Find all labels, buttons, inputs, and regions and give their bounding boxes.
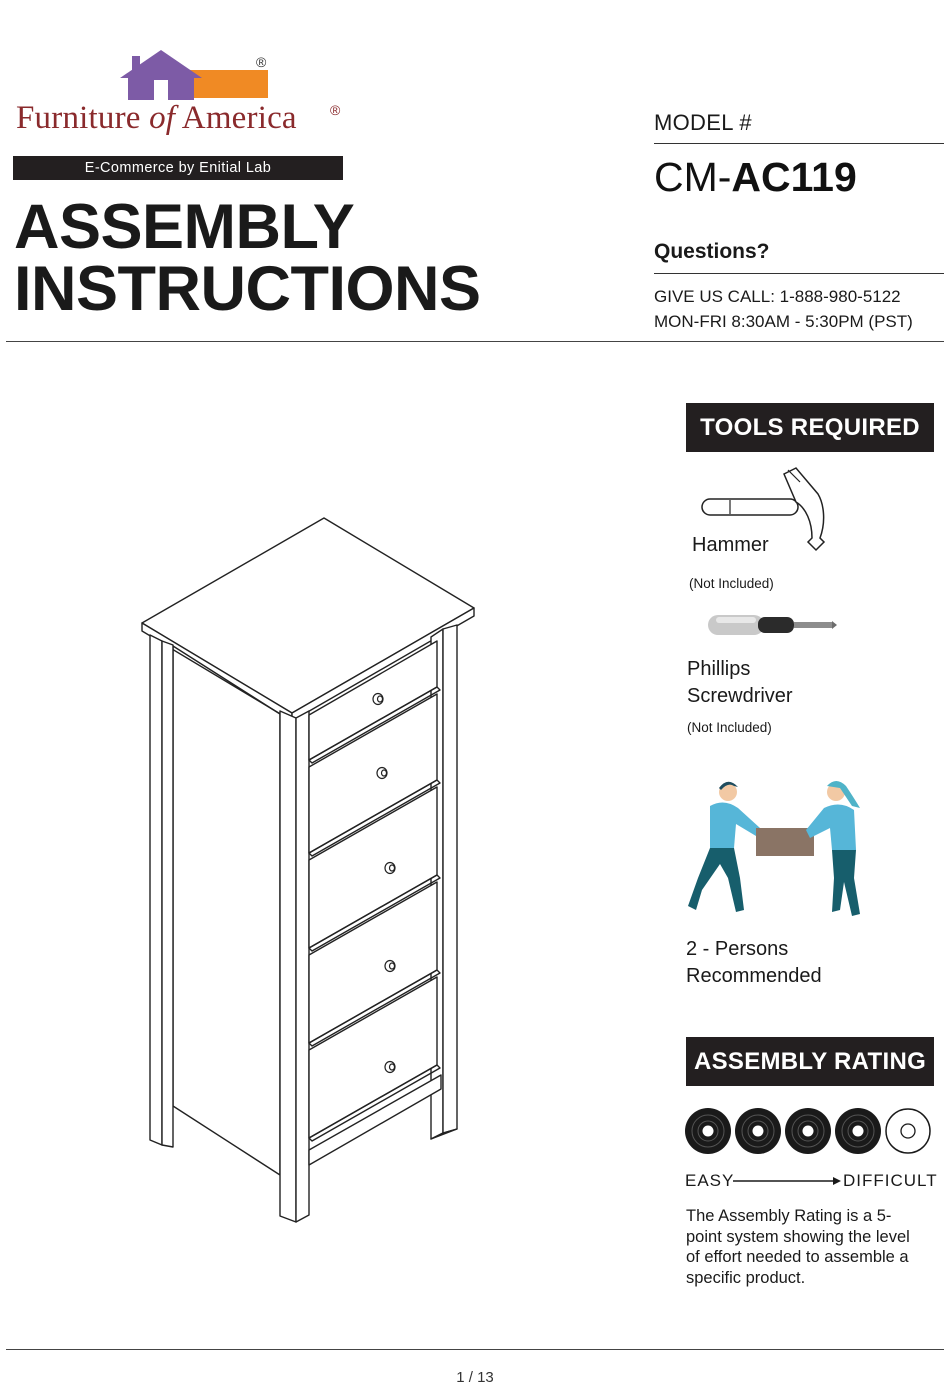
brand-registered-mark: ®: [330, 102, 341, 118]
brand-logo-text: Furniture of America: [16, 100, 297, 136]
hours-line: MON-FRI 8:30AM - 5:30PM (PST): [654, 312, 913, 331]
tools-required-banner: TOOLS REQUIRED: [686, 403, 934, 452]
header-divider: [6, 341, 944, 342]
questions-heading: Questions?: [654, 240, 770, 263]
screwdriver-icon: [706, 612, 838, 638]
model-label: MODEL #: [654, 110, 752, 135]
screwdriver-label: Phillips Screwdriver: [687, 658, 793, 707]
house-logo-icon: [118, 46, 270, 102]
rating-dial-filled-4: [835, 1108, 881, 1154]
phone-line: GIVE US CALL: 1-888-980-5122: [654, 287, 901, 306]
registered-mark: ®: [256, 54, 267, 70]
rating-dial-filled-1: [685, 1108, 731, 1154]
easy-label: EASY: [685, 1171, 735, 1190]
rating-description: The Assembly Rating is a 5-point system showing the level of effort needed to assemble a specific product.: [686, 1207, 910, 1287]
title-line-2: INSTRUCTIONS: [14, 254, 481, 324]
persons-label: 2 - Persons Recommended: [686, 938, 822, 987]
difficulty-arrow-icon: [733, 1174, 841, 1188]
screwdriver-note: (Not Included): [687, 720, 772, 735]
title-line-1: ASSEMBLY: [14, 192, 355, 262]
assembly-rating-banner: ASSEMBLY RATING: [686, 1037, 934, 1086]
hammer-label: Hammer: [692, 534, 769, 556]
rating-dial-filled-3: [785, 1108, 831, 1154]
chest-of-drawers-illustration: [140, 515, 480, 1230]
questions-divider: [654, 273, 944, 274]
tagline-bar: E-Commerce by Enitial Lab: [13, 156, 343, 180]
page-number: 1 / 13: [456, 1369, 494, 1386]
rating-dials: [684, 1105, 934, 1157]
footer-divider: [6, 1349, 944, 1350]
hammer-note: (Not Included): [689, 576, 774, 591]
difficult-label: DIFFICULT: [843, 1171, 938, 1190]
model-divider: [654, 143, 944, 144]
rating-dial-filled-2: [735, 1108, 781, 1154]
model-number: CM-AC119: [654, 154, 857, 200]
two-persons-icon: [684, 778, 884, 923]
rating-dial-empty-5: [886, 1109, 930, 1153]
